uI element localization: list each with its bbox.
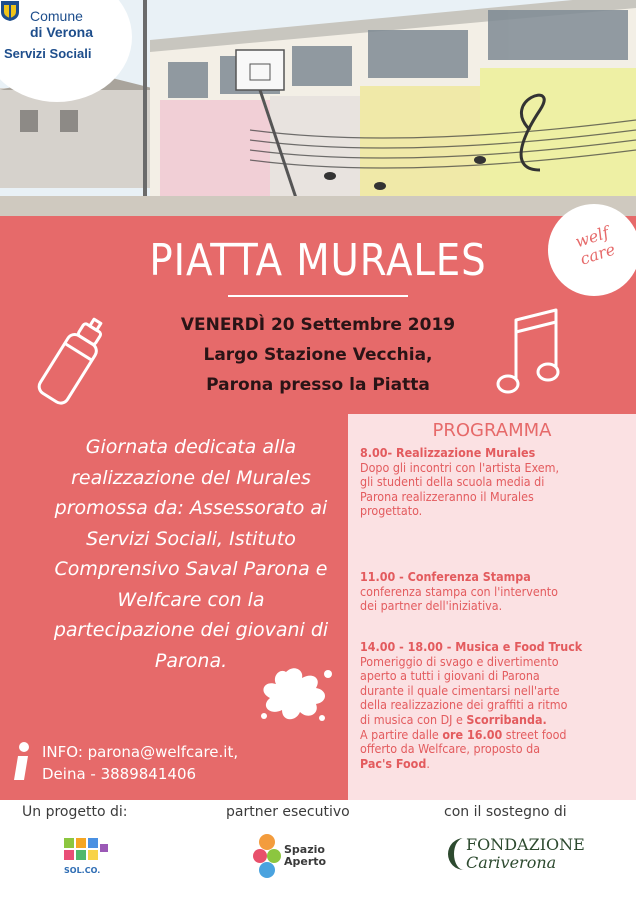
programma-text: durante il quale cimentarsi nell'arte [360, 682, 560, 698]
event-description [30, 432, 352, 676]
cariverona-logo-text: Cariverona [466, 853, 557, 872]
verona-coat-of-arms-icon [0, 0, 20, 22]
programma-title: PROGRAMMA [432, 420, 552, 441]
programma-text [360, 728, 636, 743]
music-note-icon [494, 306, 564, 402]
programma-heading: 8.00- Realizzazione Murales [360, 445, 536, 460]
programma-text [360, 757, 636, 772]
programma-item-1 [360, 446, 636, 519]
description-line: Giornata dedicata alla [85, 436, 297, 458]
programma-text: dei partner dell'iniziativa. [360, 598, 503, 614]
description-line: Comprensivo Saval Parona e [54, 558, 328, 580]
description-line: Servizi Sociali, Istituto [86, 527, 296, 550]
logo-comune: Comune [30, 8, 83, 24]
fondazione-logo-text: FONDAZIONE [466, 835, 585, 854]
programma-heading: 14.00 - 18.00 - Musica e Food Truck [360, 639, 583, 654]
programma-item-2 [360, 570, 636, 614]
programma-text: offerto da Welfcare, proposto da [360, 741, 541, 757]
welfcare-badge-text: welf care [572, 222, 618, 269]
programma-text [360, 713, 636, 728]
info-email: INFO: parona@welfcare.it, [42, 743, 239, 761]
programma-item-3 [360, 640, 636, 771]
time-highlight: ore 16.00 [442, 726, 503, 742]
programma-text-part: . [426, 755, 430, 771]
footer-label-progetto: Un progetto di: [22, 804, 128, 820]
spazio-aperto-logo-text: Spazio Aperto [284, 843, 327, 868]
description-line: Parona. [154, 649, 228, 672]
footer-label-partner: partner esecutivo [226, 804, 350, 820]
scorribanda-label: Scorribanda. [466, 711, 547, 727]
spazio-aperto-logo-icon [252, 832, 282, 882]
description-line: Welfcare con la [117, 588, 265, 611]
header-photo [0, 0, 636, 216]
programma-text-part: street food [502, 726, 567, 742]
logo-servizi-sociali: Servizi Sociali [4, 46, 92, 61]
solco-logo-icon [60, 836, 112, 882]
fondazione-logo-icon [444, 836, 466, 872]
description-line: promossa da: Assessorato ai [54, 497, 328, 519]
pacs-food-label: Pac's Food [360, 755, 427, 771]
programma-text-part: di musica con DJ e [360, 711, 467, 727]
programma-text: conferenza stampa con l'intervento [360, 583, 558, 599]
programma-text: Parona realizzeranno il Murales [360, 488, 534, 504]
description-line: realizzazione del Murales [71, 466, 311, 489]
programma-heading: 11.00 - Conferenza Stampa [360, 569, 531, 584]
programma-text-part: A partire dalle [360, 726, 443, 742]
logo-verona: di Verona [30, 24, 94, 40]
event-place-line1: Largo Stazione Vecchia, [203, 345, 433, 365]
description-line: partecipazione dei giovani di [53, 619, 329, 641]
programma-text: della realizzazione dei graffiti a ritmo [360, 697, 568, 713]
event-date: VENERDÌ 20 Settembre 2019 [180, 315, 456, 335]
info-phone: Deina - 3889841406 [42, 765, 197, 783]
footer-label-sostegno: con il sostegno di [444, 804, 567, 820]
title-divider [228, 295, 408, 297]
event-place-line2: Parona presso la Piatta [206, 375, 430, 395]
programma-text: aperto a tutti i giovani di Parona [360, 668, 540, 684]
spray-can-icon [30, 310, 114, 414]
event-title: PIATTA MURALES [149, 235, 487, 286]
paint-splash-icon [256, 662, 336, 724]
programma-text: progettato. [360, 503, 423, 519]
solco-logo-text: SOL.CO. [64, 866, 101, 875]
programma-text: Pomeriggio di svago e divertimento [360, 653, 559, 669]
info-icon [12, 742, 34, 782]
programma-text: Dopo gli incontri con l'artista Exem, [360, 459, 560, 475]
programma-text: gli studenti della scuola media di [360, 474, 545, 490]
